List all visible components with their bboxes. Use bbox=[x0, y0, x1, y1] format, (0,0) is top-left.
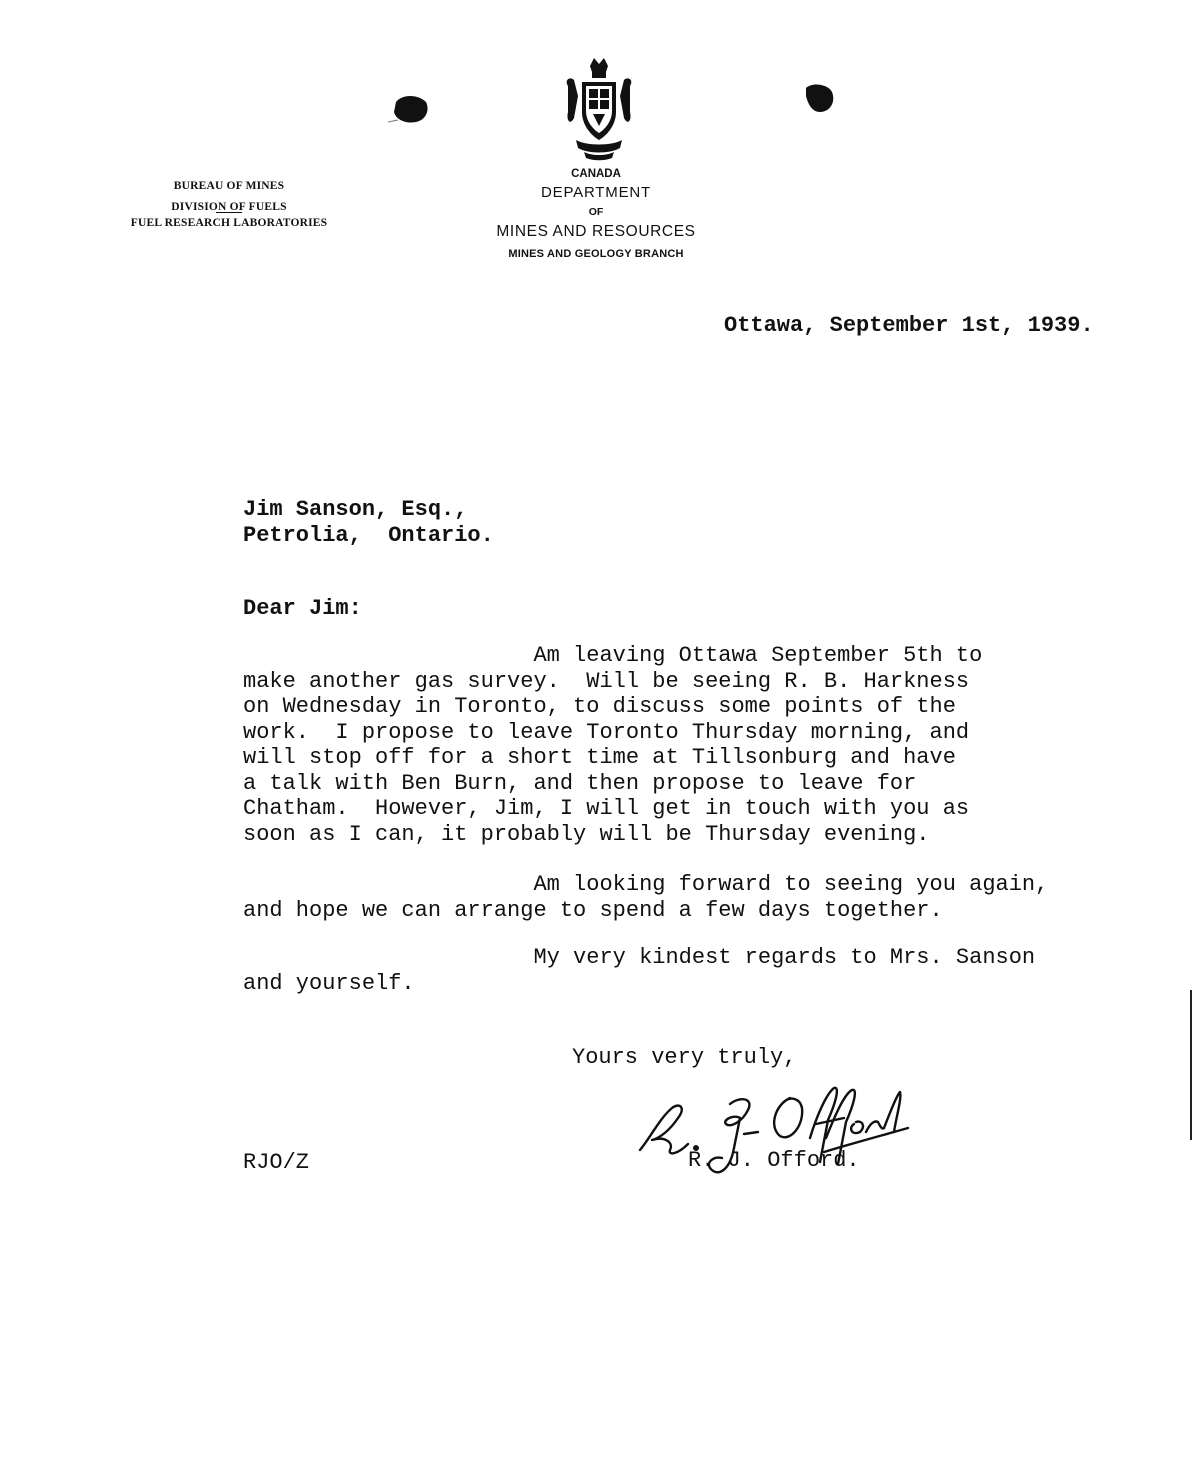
punch-hole-right-icon bbox=[802, 82, 838, 116]
body-line: and hope we can arrange to spend a few days together. bbox=[243, 897, 943, 923]
branch-name: MINES AND GEOLOGY BRANCH bbox=[508, 248, 684, 260]
coat-of-arms-icon bbox=[560, 56, 638, 162]
department-label: DEPARTMENT bbox=[541, 184, 651, 201]
recipient-address bbox=[243, 497, 494, 549]
letterhead-left bbox=[120, 176, 338, 234]
letter-date: Ottawa, September 1st, 1939. bbox=[724, 313, 1094, 338]
complimentary-close: Yours very truly, bbox=[572, 1045, 797, 1070]
signer-name: R. J. Offord. bbox=[688, 1148, 860, 1173]
body-line: on Wednesday in Toronto, to discuss some points of the bbox=[243, 694, 956, 719]
body-line: will stop off for a short time at Tillsonburg and have bbox=[243, 745, 956, 770]
department-of-label: OF bbox=[588, 206, 604, 218]
division-name: DIVISION OF FUELS bbox=[171, 201, 287, 213]
body-paragraph-3 bbox=[243, 945, 1035, 996]
body-line: make another gas survey. Will be seeing R. B. Harkness bbox=[243, 668, 970, 694]
laboratory-name: FUEL RESEARCH LABORATORIES bbox=[130, 217, 328, 229]
body-paragraph-2 bbox=[243, 872, 1048, 923]
recipient-name: Jim Sanson, Esq., bbox=[243, 497, 468, 522]
body-line: and yourself. bbox=[243, 970, 415, 996]
recipient-location: Petrolia, Ontario. bbox=[243, 523, 494, 548]
body-paragraph-1 bbox=[243, 643, 982, 847]
body-line: Am leaving Ottawa September 5th to bbox=[243, 643, 983, 668]
country-name: CANADA bbox=[571, 168, 621, 180]
bureau-name: BUREAU OF MINES bbox=[173, 180, 285, 192]
body-line: My very kindest regards to Mrs. Sanson bbox=[243, 945, 1036, 970]
body-line: Am looking forward to seeing you again, bbox=[243, 872, 1049, 897]
ministry-name: MINES AND RESOURCES bbox=[496, 223, 696, 240]
reference-initials: RJO/Z bbox=[243, 1150, 310, 1175]
salutation: Dear Jim: bbox=[243, 596, 362, 621]
punch-hole-left-icon bbox=[388, 92, 434, 132]
body-line: a talk with Ben Burn, and then propose to leave for bbox=[243, 770, 917, 796]
letterhead-center bbox=[478, 166, 714, 265]
body-line: Chatham. However, Jim, I will get in touch with you as bbox=[243, 796, 970, 821]
scan-edge-line bbox=[1190, 990, 1192, 1140]
body-line: soon as I can, it probably will be Thursday evening. bbox=[243, 821, 930, 847]
body-line: work. I propose to leave Toronto Thursday morning, and bbox=[243, 719, 970, 745]
